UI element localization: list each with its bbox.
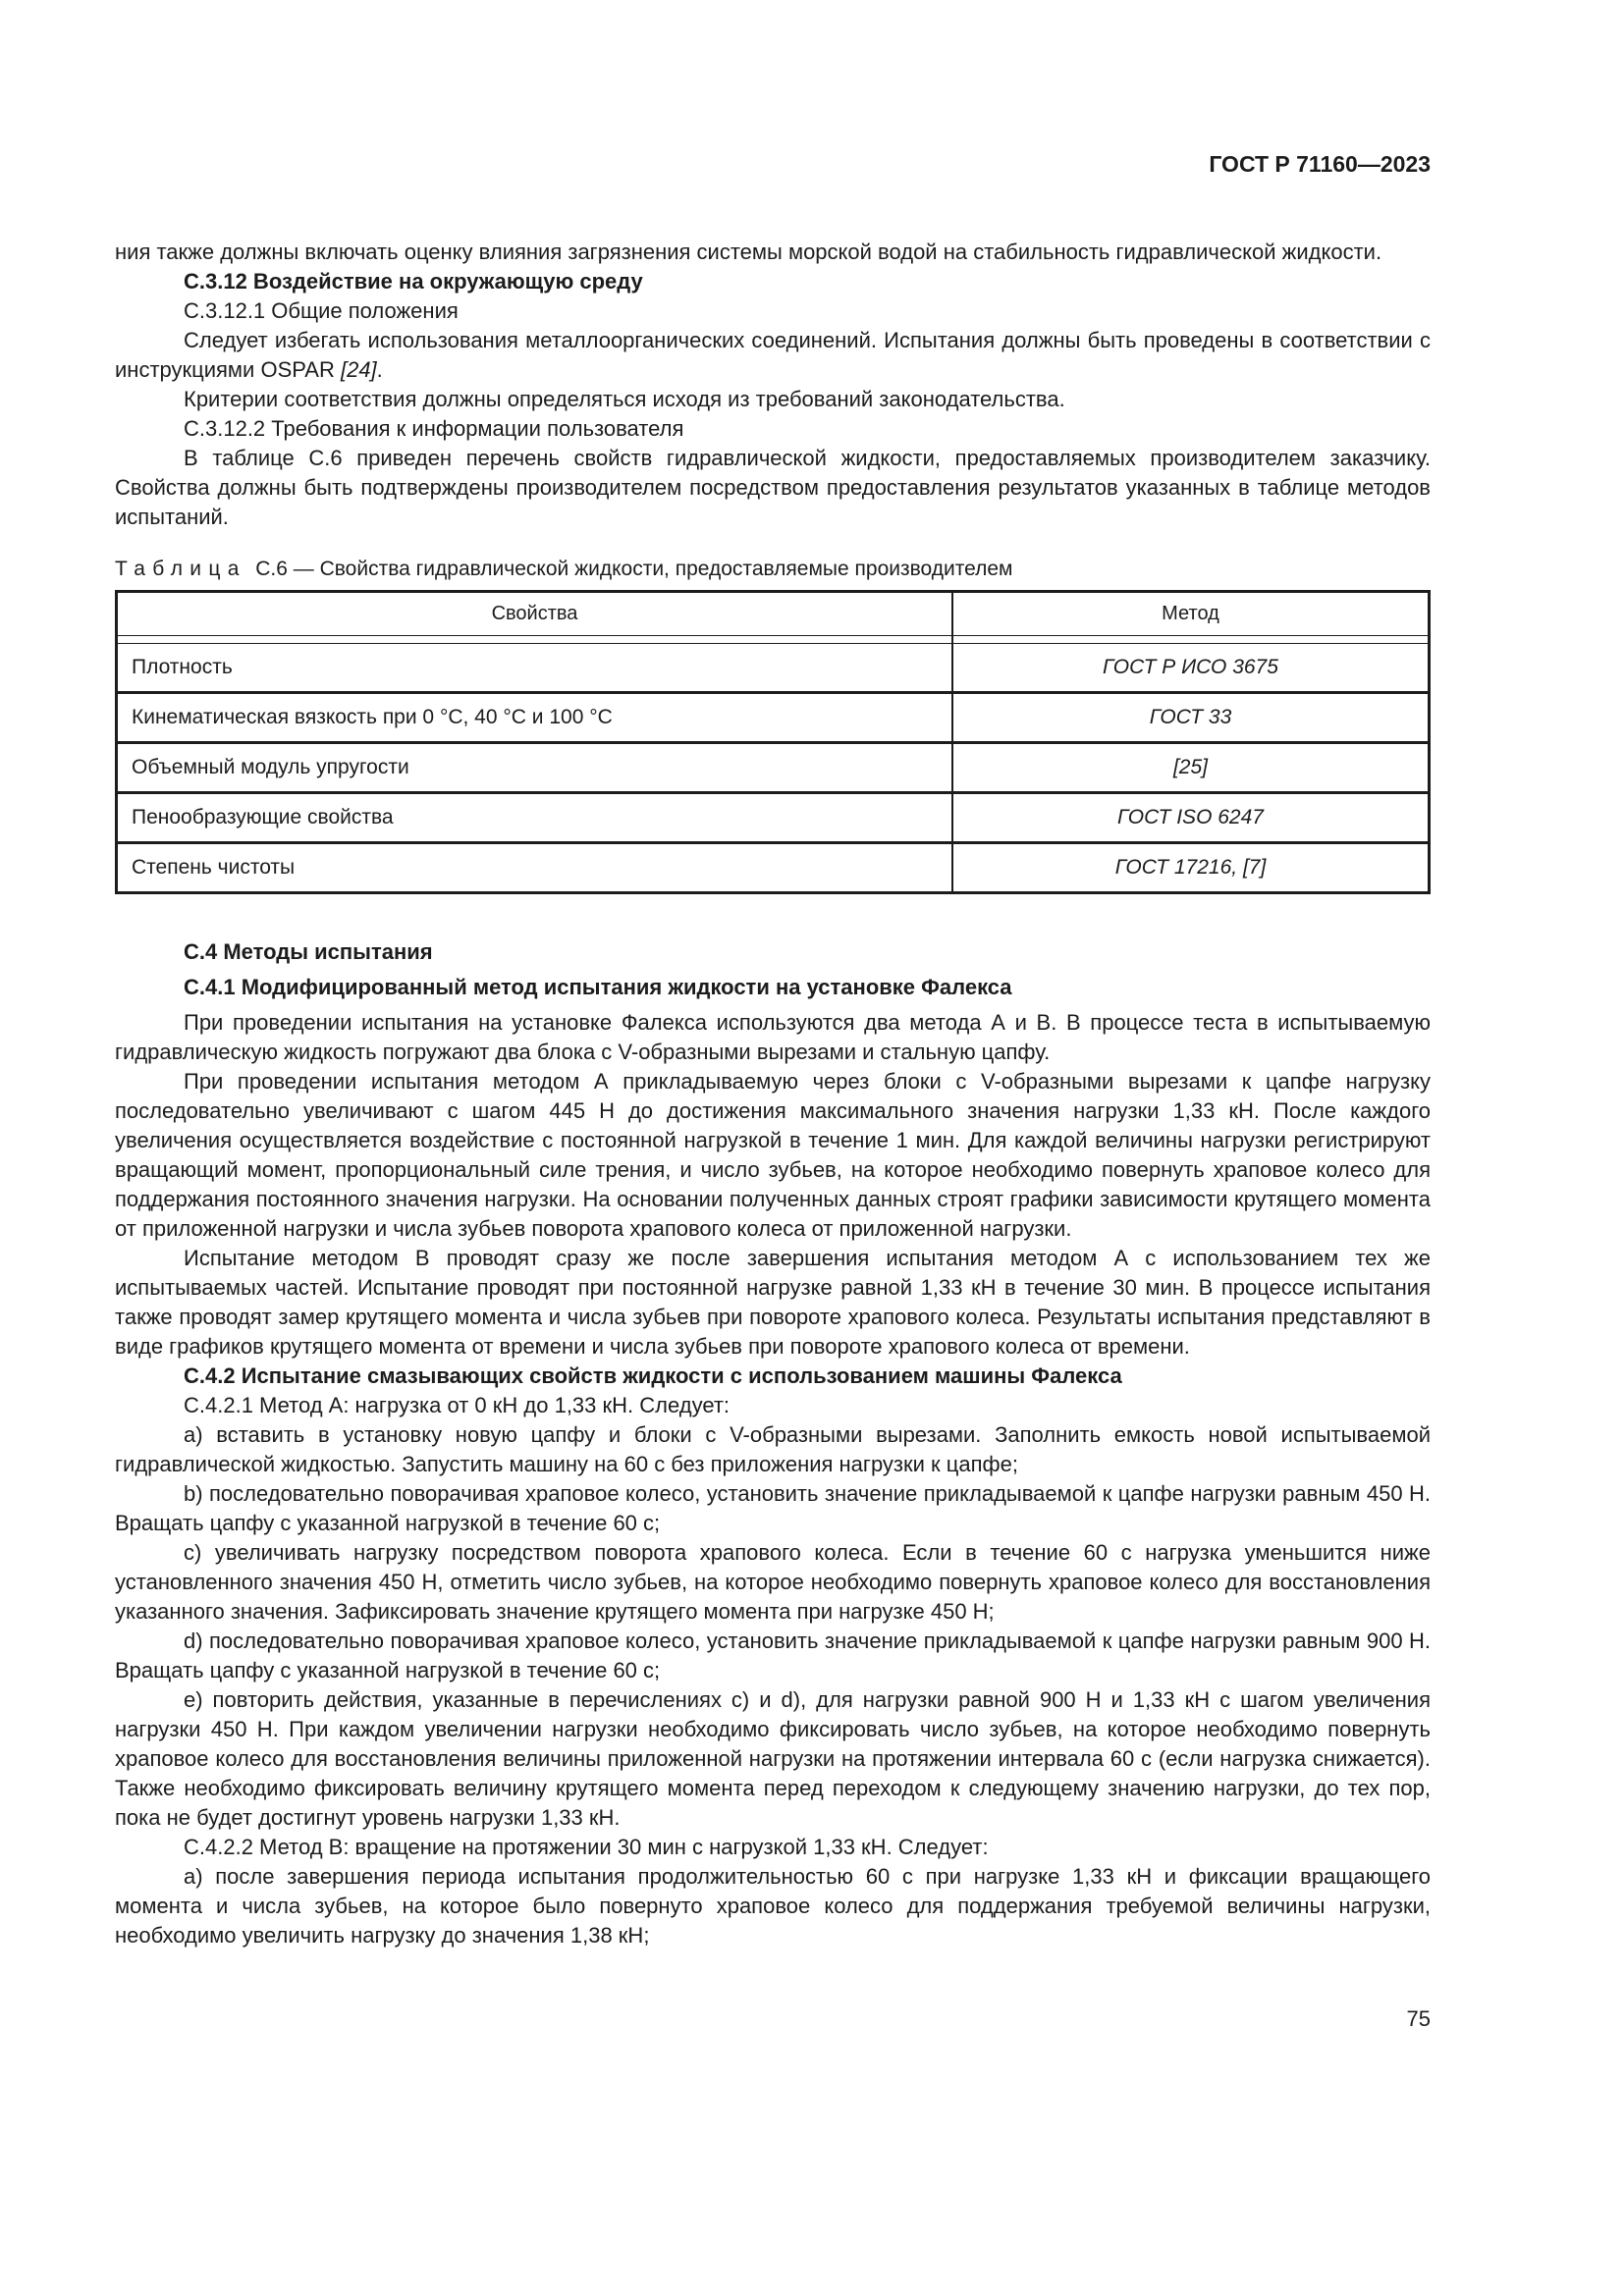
method-cell: ГОСТ Р ИСО 3675 — [952, 644, 1430, 693]
heading-c4-1: С.4.1 Модифицированный метод испытания жидкости на установке Фалекса — [184, 975, 1012, 999]
paragraph-ospar — [115, 326, 1431, 385]
table-row — [117, 793, 1430, 843]
property-cell: Объемный модуль упругости — [117, 743, 952, 793]
table-row — [117, 693, 1430, 743]
property-cell: Плотность — [117, 644, 952, 693]
subheading-c3-12-2: С.3.12.2 Требования к информации пользователя — [184, 416, 684, 441]
paragraph-falex-2: При проведении испытания методом А прикладываемую через блоки с V-образными вырезами к цапфе нагрузку последовательно увеличивают с шагом 445 Н до достижения максимального значения нагрузки 1,33 кН. После каждого увеличения осуществляется воздействие с постоянной нагрузкой в течение 1 мин. Для каждой величины нагрузки регистрируют вращающий момент, пропорциональный силе трения, и число зубьев, на которое необходимо повернуть храповое колесо для поддержания постоянного значения нагрузки. На основании полученных данных строят графики зависимости крутящего момента от приложенной нагрузки и числа зубьев поворота храпового колеса от приложенной нагрузки. — [115, 1069, 1431, 1241]
subheading-c4-2-2: С.4.2.2 Метод В: вращение на протяжении 30 мин с нагрузкой 1,33 кН. Следует: — [184, 1835, 989, 1859]
list-item-d1: d) последовательно поворачивая храповое колесо, установить значение прикладываемой к цапфе нагрузки равным 900 Н. Вращать цапфу с указанной нагрузкой в течение 60 с; — [115, 1629, 1431, 1682]
heading-c3-12: С.3.12 Воздействие на окружающую среду — [184, 269, 643, 294]
table-row — [117, 743, 1430, 793]
text-block — [115, 0, 1431, 2034]
list-item-b1: b) последовательно поворачивая храповое колесо, установить значение прикладываемой к цапфе нагрузки равным 450 Н. Вращать цапфу с указанной нагрузкой в течение 60 с; — [115, 1481, 1431, 1535]
table-caption — [115, 555, 1431, 584]
subheading-c3-12-1: С.3.12.1 Общие положения — [184, 298, 459, 323]
table-caption-title: С.6 — Свойства гидравлической жидкости, предоставляемые производителем — [255, 558, 1013, 580]
citation-24: [24] — [340, 357, 377, 382]
table-row — [117, 843, 1430, 893]
list-item-a1: a) вставить в установку новую цапфу и блоки с V-образными вырезами. Заполнить емкость новой испытываемой гидравлической жидкостью. Запустить машину на 60 с без приложения нагрузки к цапфе; — [115, 1422, 1431, 1476]
property-cell: Пенообразующие свойства — [117, 793, 952, 843]
subheading-c4-2-1: С.4.2.1 Метод А: нагрузка от 0 кН до 1,33 кН. Следует: — [184, 1393, 731, 1417]
column-header-method: Метод — [952, 592, 1430, 636]
heading-c4-2: С.4.2 Испытание смазывающих свойств жидкости с использованием машины Фалекса — [184, 1363, 1122, 1388]
list-item-a2: a) после завершения периода испытания продолжительностью 60 с при нагрузке 1,33 кН и фиксации вращающего момента и числа зубьев, на которое было повернуто храповое колесо для поддержания требуемой величины нагрузки, необходимо увеличить нагрузку до значения 1,38 кН; — [115, 1864, 1431, 1948]
paragraph-carryover: ния также должны включать оценку влияния загрязнения системы морской водой на стабильность гидравлической жидкости. — [115, 240, 1382, 264]
method-cell: ГОСТ 33 — [952, 693, 1430, 743]
paragraph-table-intro: В таблице С.6 приведен перечень свойств гидравлической жидкости, предоставляемых производителем заказчику. Свойства должны быть подтверждены производителем посредством предоставления результатов указанных в таблице методов испытаний. — [115, 446, 1431, 529]
paragraph-criteria: Критерии соответствия должны определяться исходя из требований законодательства. — [184, 387, 1065, 411]
list-item-e1: e) повторить действия, указанные в перечислениях c) и d), для нагрузки равной 900 Н и 1,33 кН с шагом увеличения нагрузки 450 Н. При каждом увеличении нагрузки необходимо фиксировать число зубьев, на которое необходимо повернуть храповое колесо для восстановления величины приложенной нагрузки на протяжении интервала 60 с (если нагрузка снижается). Также необходимо фиксировать величину крутящего момента перед переходом к следующему значению нагрузки, до тех пор, пока не будет достигнут уровень нагрузки 1,33 кН. — [115, 1687, 1431, 1830]
property-cell: Степень чистоты — [117, 843, 952, 893]
table-caption-label: Таблица — [115, 558, 246, 580]
paragraph-falex-3: Испытание методом В проводят сразу же после завершения испытания методом А с использованием тех же испытываемых частей. Испытание проводят при постоянной нагрузке равной 1,33 кН в течение 30 мин. В процессе испытания также проводят замер крутящего момента и числа зубьев при повороте храпового колеса. Результаты испытания представляют в виде графиков крутящего момента от времени и числа зубьев при повороте храпового колеса от времени. — [115, 1246, 1431, 1359]
method-cell: ГОСТ ISO 6247 — [952, 793, 1430, 843]
list-item-c1: c) увеличивать нагрузку посредством поворота храпового колеса. Если в течение 60 с нагрузка уменьшится ниже установленного значения 450 Н, отметить число зубьев, на которое необходимо повернуть храповое колесо для восстановления указанного значения. Зафиксировать значение крутящего момента при нагрузке 450 Н; — [115, 1540, 1431, 1624]
header-separator — [117, 636, 1430, 644]
paragraph-ospar-end: . — [376, 357, 383, 382]
page-number: 75 — [1406, 2006, 1431, 2031]
table-row — [117, 644, 1430, 693]
paragraph-falex-1: При проведении испытания на установке Фалекса используются два метода А и В. В процессе теста в испытываемую гидравлическую жидкость погружают два блока с V-образными вырезами и стальную цапфу. — [115, 1010, 1431, 1064]
paragraph-ospar-text: Следует избегать использования металлоорганических соединений. Испытания должны быть проведены в соответствии с инструкциями OSPAR — [115, 328, 1431, 382]
standard-designation: ГОСТ Р 71160—2023 — [1209, 151, 1431, 177]
property-cell: Кинематическая вязкость при 0 °С, 40 °С и 100 °С — [117, 693, 952, 743]
method-cell: ГОСТ 17216, [7] — [952, 843, 1430, 893]
column-header-property: Свойства — [117, 592, 952, 636]
method-cell: [25] — [952, 743, 1430, 793]
table-c6 — [115, 590, 1431, 894]
table-header-row — [117, 592, 1430, 636]
heading-c4: С.4 Методы испытания — [184, 939, 433, 964]
